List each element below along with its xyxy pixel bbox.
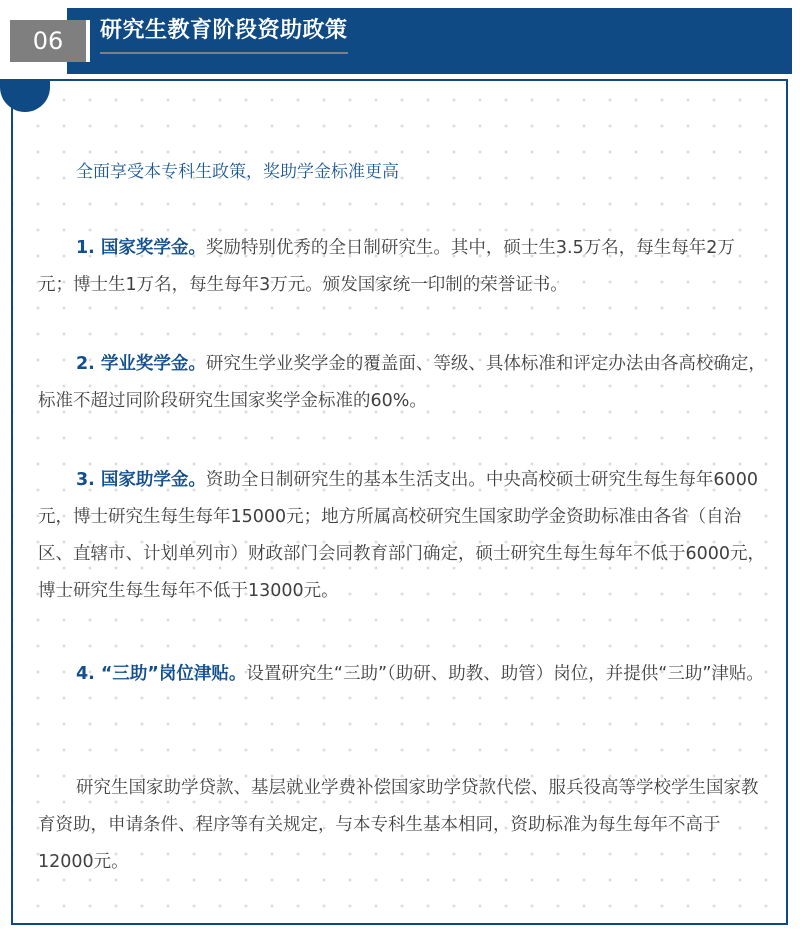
policy-paragraph-4 xyxy=(38,656,768,693)
policy-paragraph-2 xyxy=(38,346,768,420)
policy-text-1: 奖励特别优秀的全日制研究生。其中，硕士生3.5万名，每生每年2万元；博士生1万名，每生每年3万元。颁发国家统一印制的荣誉证书。 xyxy=(38,238,735,295)
section-number: 06 xyxy=(10,20,90,62)
corner-semicircle xyxy=(0,62,50,112)
policy-text-2: 研究生学业奖学金的覆盖面、等级、具体标准和评定办法由各高校确定，标准不超过同阶段研究生国家奖学金标准的60%。 xyxy=(38,354,766,411)
policy-heading-4: 4. “三助”岗位津贴。 xyxy=(76,664,247,684)
policy-text-3: 资助全日制研究生的基本生活支出。中央高校硕士研究生每生每年6000元，博士研究生每生每年15000元；地方所属高校研究生国家助学金资助标准由各省（自治区、直辖市、计划单列市）财政部门会同教育部门确定，硕士研究生每生每年不低于6000元，博士研究生每生每年不低于13000元。 xyxy=(38,470,766,601)
policy-text-4: 设置研究生“三助”（助研、助教、助管）岗位，并提供“三助”津贴。 xyxy=(246,664,764,684)
policy-heading-1: 1. 国家奖学金。 xyxy=(76,238,206,258)
closing-text: 研究生国家助学贷款、基层就业学费补偿国家助学贷款代偿、服兵役高等学校学生国家教育资助，申请条件、程序等有关规定，与本专科生基本相同，资助标准为每生每年不高于12000元。 xyxy=(38,778,759,872)
section-title: 研究生教育阶段资助政策 xyxy=(100,14,348,54)
policy-heading-3: 3. 国家助学金。 xyxy=(76,470,206,490)
policy-paragraph-3 xyxy=(38,462,768,610)
closing-paragraph xyxy=(38,770,768,881)
subtitle: 全面享受本专科生政策，奖助学金标准更高 xyxy=(76,162,399,182)
policy-paragraph-1 xyxy=(38,230,768,304)
policy-heading-2: 2. 学业奖学金。 xyxy=(76,354,206,374)
